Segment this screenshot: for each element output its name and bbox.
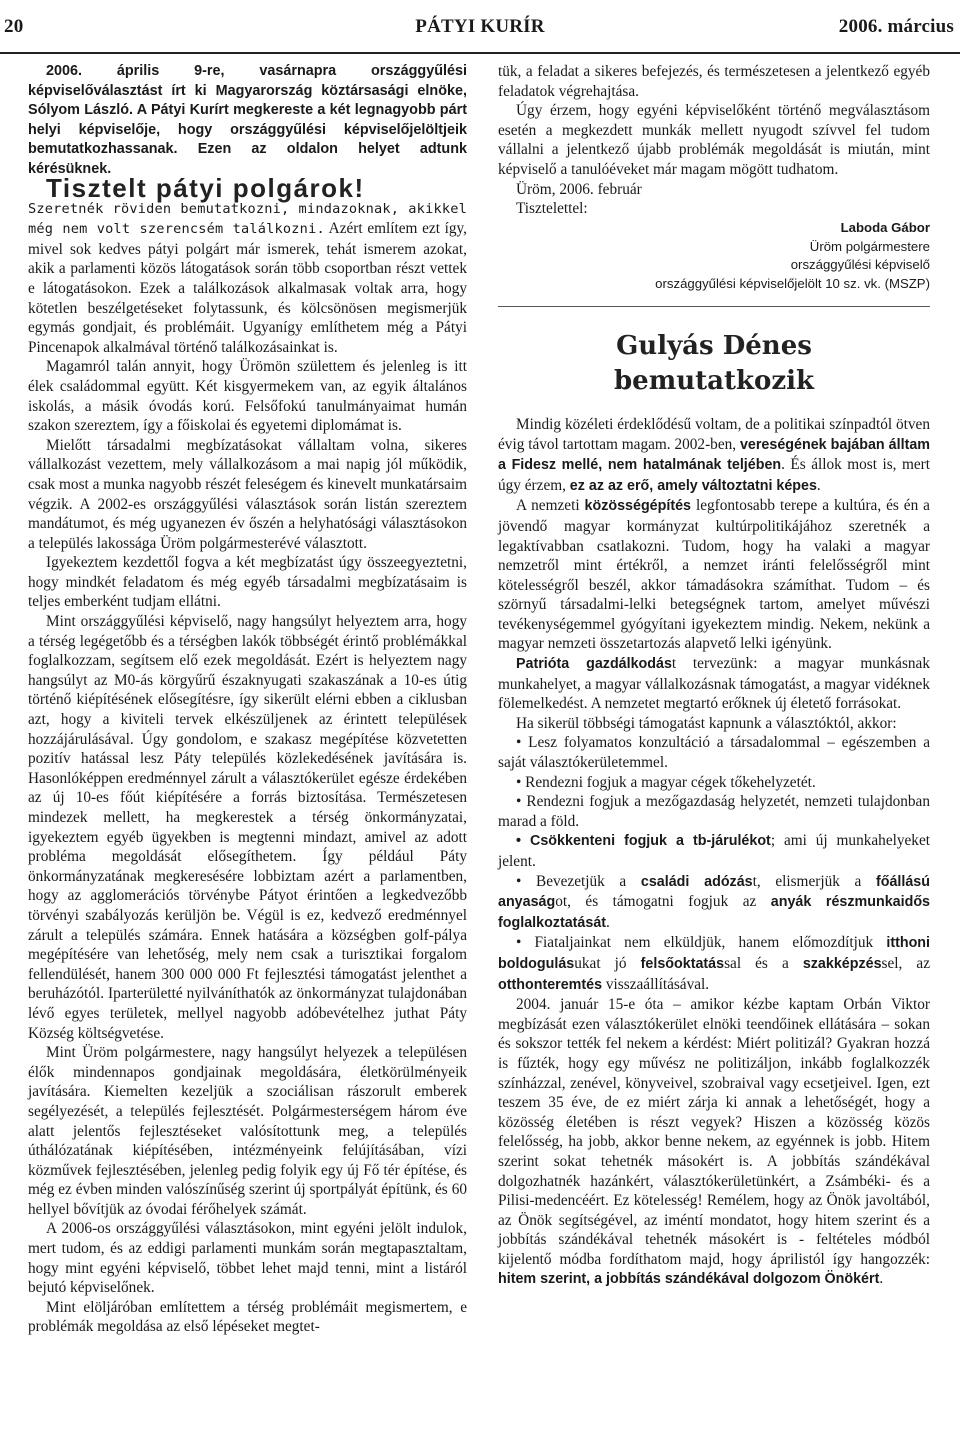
bullet-item-1: • Lesz folyamatos konzultáció a társadalommal – egészemben a saját választókerületemmel. xyxy=(498,734,930,772)
title-line-2: bemutatkozik xyxy=(613,365,814,396)
signature-block xyxy=(498,219,930,294)
signature-title-2: országgyűlési képviselő xyxy=(790,257,930,273)
right-column xyxy=(498,62,930,1290)
lead-sentence: Szeretnék röviden bemutatkozni, mindazoknak, akikkel még nem volt szerencsém találkozni. xyxy=(28,200,467,238)
paragraph-continued: Mint elöljáróban említettem a térség problémáit megismertem, e problémák megoldása az első lépéseket megtet- xyxy=(28,1298,467,1336)
page-number: 20 xyxy=(4,16,24,37)
paragraph-mp-work: Mint országgyűlési képviselő, nagy hangsúlyt helyeztem arra, hogy a térség legégetőbb és a térségben lakók többségét érintő problémákkal foglalkozzam, segítsem elő ezek megoldását. Ezért is helyeztem nagy hangsúlyt az M0-ás körgyűrű északnyugati szakaszának a 10-es útig történő kiépítésének elősegítésre, így sikerült elérni ebben a ciklusban azt, hogy a kiviteli tervek elkészüljenek az érintett települések hozzájárulásával. Úgy gondolom, e szakasz megépítése közvetetten pozitív hatással lesz Páty település közlekedésének javítására is. Hasonlóképpen eredménnyel zárult a választókerület egésze érdekében az új 10-es főút kiépítésére a forrás biztosítása. Természetesen mindezek mellett, ha megkerestek a térség önkormányzatai, igyekeztem egyéb ügyekben is megtenni mindazt, amivel az adott probléma megoldását elősegíthetem. Így például Páty önkormányzatának megkeresésére lobbiztam azért a parlamentben, hogy az agglomerációs törvénybe Pátyot érintően a legkedvezőbb törvényi szabályozás kerüljön be. Végül is ez, kedvező eredménnyel zárult a település számára. Ennek hatására a községben golf-pálya megépítésére van lehetőség, mely nem csak a turisztikai forgalom fellendülését, hanem 300 000 000 Ft fejlesztési támogatást jelenthet a beruházótól. Iparterületté nyilváníthatók az önkormányzat tulajdonában lévő egyes területek, mellyel nagyobb adóbevételhez juthat Páty Község költségvetése. xyxy=(28,613,467,1042)
first-paragraph-rest: Azért említem ezt így, mivel sok kedves pátyi polgárt már ismerek, tehát ismerem azokat, akik a parlamenti közös látogatások során több csoportban részt vettek e látogatásokon. Ezek a találkozások alkalmasak voltak arra, hogy kötetlen beszélgetéseket folytassunk, és kölcsönösen megismerjük egymás gondjait, és problémáit. Ugyanígy említhetem még a Pátyi Pincenapok alkalmával történő találkozásainkat is. xyxy=(28,220,467,356)
issue-date: 2006. március xyxy=(838,16,954,37)
g-paragraph-3: Patrióta gazdálkodást tervezünk: a magyar munkásnak munkahelyet, a magyar vállalkozásnak támogatást, a magyar vidéknek fölemelkedést. A nemzetet megtartó erőknek új életető forrásokat. xyxy=(498,655,930,713)
signature-title-1: Üröm polgármestere xyxy=(809,238,930,254)
bullet-item-5: • Bevezetjük a családi adózást, elismerjük a főállású anyaságot, és támogatni fogjuk az anyák részmunkaidős foglalkoztatását. xyxy=(498,872,931,931)
left-column xyxy=(28,62,467,1337)
page-header xyxy=(0,0,960,56)
intro-paragraph: 2006. április 9-re, vasárnapra országgyűlési képviselőválasztást írt ki Magyarország köztársasági elnöke, Sólyom László. A Pátyi Kurírt megkereste a két legnagyobb párt helyi képviselője, hogy országgyűlési képviselőjelöltjeik bemutatkozhassanak. Ezen az oldalon helyet adtunk kérésüknek. xyxy=(28,63,467,177)
g-paragraph-2: A nemzeti közösségépítés legfontosabb terepe a kultúra, és én a jövendő magyar kormányzat kultúrpolitikájához szeretnék a legaktívabban csatlakozni. Tudom, hogy ha valaki a magyar nemzetről mint értékről, a nemzet iránti felelősségről mint kötelességről beszél, akkor támadásokra számíthat. Tudom – és szörnyű társadalmi-lelki betegségnek tartom, amelyet művészi tevékenységemmel gyógyítani igyekeztem mindig. Nekem, nekünk a magyar nemzeti összetartozás alapvető lelki igényünk. xyxy=(498,497,930,653)
paragraph-dual-role: Igyekeztem kezdettől fogva a két megbízatást úgy összeegyeztetni, hogy mindkét feladatom és még egyéb társadalmi megbízatásaim is teljes emberként tudjam ellátni. xyxy=(28,554,467,611)
paragraph-career: Mielőtt társadalmi megbízatásokat vállaltam volna, sikeres vállalkozást vezettem, mely vállalkozásom a mai napig jól működik, csak most a munka nagyobb részét feleségem és kinevelt munkatársaim végzik. A 2002-es országgyűlési választások során listán szereztem mandátumot, és még ugyanezen év őszén a helyhatósági választásokon a település lakossága Üröm polgármesterévé választott. xyxy=(28,436,467,552)
bullet-item-6: • Fiataljainkat nem elküldjük, hanem előmozdítjuk itthoni boldogulásukat jó felsőoktatással és a szakképzéssel, az otthonteremtés visszaállításával. xyxy=(498,934,931,993)
paragraph-hope: Úgy érzem, hogy egyéni képviselőként történő megválasztásom esetén a megkezdett munkák mellett nyugodt szívvel fel tudom vállalni a jelentkező újabb problémák megoldását is miután, mint képviselő a tanulóéveket már magam mögött tudhatom. xyxy=(498,102,930,178)
paragraph-mayor-work: Mint Üröm polgármestere, nagy hangsúlyt helyezek a településen élők mindennapos gondjainak megoldására, életkörülményeik javítására. Kiemelten kezeljük a szociálisan rászorult emberek segélyezését, a település fejlesztését. Polgármesterségem három éve alatt jelentős fejlesztéseket valósítottunk meg, a település úthálózatának kiépítésében, intézményeink felújításában, vízi közművek fejlesztésében, jelenleg pedig folyik egy új Fő tér építése, és még ez évben minden valószínűség szerint új sportpályát építünk, és 60 hellyel bővítjük az óvodai férőhelyek számát. xyxy=(28,1044,467,1218)
g-paragraph-5: 2004. január 15-e óta – amikor kézbe kaptam Orbán Viktor megbízását ezen választókerület elnöki teendőinek ellátására – sokan és sokszor tették fel nekem a kérdést: Miért politizál? Gyakran hozzá is fűzték, hogy egy művész ne politizáljon, inkább foglalkozzék színházzal, zenével, könyveivel, szobraival vagy ecsetjeivel. Igen, ezt teszem 35 éve, de ez miért zárja ki annak a lehetőségét, hogy a közösség életében is részt vegyek? Hiszen a közösség közös felelősség, ha jobb, akkor benne nekem, az egyénnek is jobb. Hitem szerint sokat tehetnék másokért is. A jobbítás szándékával dolgozhatnék hazánkért, választókerületünkért, a Zsámbéki- és a Pilisi-medencéért. Ez kötelesség! Remélem, hogy az Önök javoltából, az Önök segítségével, az iméntí mondatot, hogy hitem szerint és a jobbítás szándékával tehetnék másokért is - feltételes módból kijelentő módba fordíthatom majd, hogy áprilistól így hangozzék: hitem szerint, a jobbítás szándékával dolgozom Önökért. xyxy=(498,996,930,1288)
closing-greeting: Tisztelettel: xyxy=(516,200,588,218)
signature-title-3: országgyűlési képviselőjelölt 10 sz. vk. (MSZP) xyxy=(655,276,930,292)
bullet-item-2: • Rendezni fogjuk a magyar cégek tőkehelyzetét. xyxy=(516,773,816,791)
continued-paragraph: tük, a feladat a sikeres befejezés, és természetesen a jelentkező egyéb feladatok végrehajtása. xyxy=(498,63,930,100)
article-separator xyxy=(498,306,930,307)
bullet-item-4: • Csökkenteni fogjuk a tb-járulékot; ami új munkahelyeket jelent. xyxy=(498,832,930,870)
salutation-heading: Tisztelt pátyi polgárok! xyxy=(46,173,365,203)
second-article-title xyxy=(498,329,930,399)
place-date: Üröm, 2006. február xyxy=(516,180,642,198)
publication-title: PÁTYI KURÍR xyxy=(415,16,545,37)
bullet-item-3: • Rendezni fogjuk a mezőgazdaság helyzetét, nemzeti tulajdonban marad a föld. xyxy=(498,793,930,830)
paragraph-candidacy: A 2006-os országgyűlési választásokon, mint egyéni jelölt indulok, mert tudom, és az eddigi parlamenti munkám során megtapasztaltam, hogy mint egyéni képviselő, többet lehet majd tenni, mint a listáról bejutó képviselőnek. xyxy=(28,1220,467,1297)
g-paragraph-4: Ha sikerül többségi támogatást kapnunk a választóktól, akkor: xyxy=(516,714,897,732)
paragraph-about-self: Magamról talán annyit, hogy Ürömön születtem és jelenleg is itt élek családommal együtt. Két kisgyermekem van, az egyik általános iskolás, a másik óvodás korú. Felsőfokú tanulmányaimat humán szakon szereztem, így a főiskolai és egyetemi diplomámat is. xyxy=(28,358,467,435)
title-line-1: Gulyás Dénes xyxy=(616,330,812,361)
signature-name: Laboda Gábor xyxy=(840,219,930,235)
header-rule xyxy=(0,52,960,54)
first-paragraph xyxy=(28,199,467,358)
g-paragraph-1: Mindig közéleti érdeklődésű voltam, de a politikai színpadtól ötven évig távol tartottam magam. 2002-ben, vereségének bajában álltam a Fidesz mellé, nem hatalmának teljében. És állok most is, mert úgy érzem, ez az az erő, amely változtatni képes. xyxy=(498,415,930,494)
